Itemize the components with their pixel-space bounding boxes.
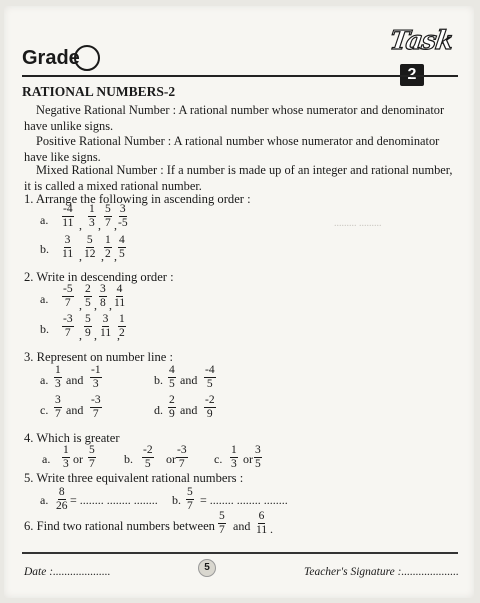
comma: , — [109, 298, 112, 312]
q2b-label: b. — [40, 322, 49, 336]
definition-negative: Negative Rational Number : A rational number whose numerator and denominator have unlike signs. — [24, 103, 445, 133]
fraction-q3-3: $\frac{-4}{5}$ — [205, 364, 215, 390]
fraction-q5-0: $\frac{8}{26}$ — [56, 486, 68, 512]
fraction-q3-0: $\frac{1}{3}$ — [55, 364, 61, 390]
q3a-label: a. — [40, 373, 49, 387]
fraction-q2a-3: $\frac{4}{11}$ — [114, 283, 126, 309]
comma: , — [114, 218, 117, 232]
fraction-q5-1: $\frac{5}{7}$ — [187, 486, 193, 512]
comma: , — [98, 218, 101, 232]
fraction-q1a-1: $\frac{1}{3}$ — [89, 203, 95, 229]
fraction-q3-5: $\frac{-3}{7}$ — [91, 394, 101, 420]
comma: , — [101, 249, 104, 263]
q4c-or: or — [243, 452, 253, 466]
fraction-q6-1: $\frac{6}{11}$ — [256, 510, 268, 536]
question-1: 1. Arrange the following in ascending order : — [24, 192, 251, 206]
q3c-and: and — [66, 403, 84, 417]
fraction-q1b-3: $\frac{4}{5}$ — [119, 234, 125, 260]
q4b-label: b. — [124, 452, 133, 466]
question-5: 5. Write three equivalent rational numbers : — [24, 471, 244, 485]
fraction-q3-2: $\frac{4}{5}$ — [169, 364, 175, 390]
comma: , — [94, 298, 97, 312]
fraction-q1b-1: $\frac{5}{12}$ — [84, 234, 96, 260]
comma: , — [94, 328, 97, 342]
fraction-q1b-0: $\frac{3}{11}$ — [62, 234, 74, 260]
worksheet-page: Grade Task 2 RATIONAL NUMBERS-2 Negative Rational Number : A rational number whose numerator and denominator have unlike signs. Positive Rational Number : A rational number whose numerator and denominator have like signs. Mixed Rational Number : If a number is made up of an integer and rational number, it is called a mixed rational number. ......... ......... 1. Arrange the following in ascending order : a. b. 2. Write in descending order : a. b. 3. Represent on number line : a. c. b. d. and and and and 4. Which is greater a. b. c. or or or 5. Write three equivalent rational numbers : a. b. = ........ ........ ........ = ........ ........ ........ 6. Find two rational numbers between and Date :.................... 5 Teacher's Signature :.................... $\frac{-4}{11}$ , $\frac{1}{3}$ , $\frac{5}{7}$ , $\frac{3}{-5}$ $\frac{3}{11}$ , $\frac{5}{12}$ , $\frac{1}{2}$ , $\frac{4}{5}$ $\frac{-5}{7}$ , $\frac{2}{5}$ , $\frac{3}{8}$ , $\frac{4}{11}$ $\frac{-3}{7}$ , $\frac{5}{9}$ , $\frac{3}{11}$ , $\frac{1}{2}$ $\frac{1}{3}$ $\frac{-1}{3}$ $\frac{4}{5}$ $\frac{-4}{5}$ $\frac{3}{7}$ $\frac{-3}{7}$ $\frac{2}{9}$ $\frac{-2}{9}$ $\frac{1}{3}$ $\frac{5}{7}$ $\frac{-2}{5}$ $\frac{-3}{7}$ $\frac{1}{3}$ $\frac{3}{5}$ $\frac{8}{26}$ $\frac{5}{7}$ $\frac{5}{7}$ $\frac{6}{11}$ . — [4, 6, 474, 598]
task-number-badge: 2 — [400, 64, 424, 86]
fraction-q2b-0: $\frac{-3}{7}$ — [63, 313, 73, 339]
q5b-blanks[interactable]: = ........ ........ ........ — [200, 493, 288, 507]
fraction-q1a-0: $\frac{-4}{11}$ — [62, 203, 74, 229]
date-field[interactable]: Date :.................... — [24, 566, 111, 578]
comma: , — [79, 328, 82, 342]
question-6: 6. Find two rational numbers between — [24, 519, 215, 533]
fraction-q4-0: $\frac{1}{3}$ — [63, 444, 69, 470]
fraction-q1a-2: $\frac{5}{7}$ — [105, 203, 111, 229]
q3a-and: and — [66, 373, 84, 387]
q4b-or: or — [166, 452, 176, 466]
grade-circle — [74, 45, 100, 71]
fraction-q2b-3: $\frac{1}{2}$ — [119, 313, 125, 339]
definition-positive: Positive Rational Number : A rational number whose numerator and denominator have like signs. — [24, 134, 440, 164]
comma: , — [117, 328, 120, 342]
q1b-label: b. — [40, 242, 49, 256]
grade-label: Grade — [22, 47, 80, 69]
fraction-q2a-0: $\frac{-5}{7}$ — [63, 283, 73, 309]
q2a-label: a. — [40, 292, 49, 306]
q5b-label: b. — [172, 493, 181, 507]
question-4: 4. Which is greater — [24, 431, 120, 445]
fraction-q2a-1: $\frac{2}{5}$ — [85, 283, 91, 309]
q3d-label: d. — [154, 403, 163, 417]
comma: , — [79, 218, 82, 232]
fraction-q4-1: $\frac{5}{7}$ — [89, 444, 95, 470]
comma: , — [114, 249, 117, 263]
question-2: 2. Write in descending order : — [24, 270, 174, 284]
q3b-label: b. — [154, 373, 163, 387]
comma: , — [79, 298, 82, 312]
q3b-and: and — [180, 373, 198, 387]
fraction-q2b-1: $\frac{5}{9}$ — [85, 313, 91, 339]
q3c-label: c. — [40, 403, 49, 417]
definition-mixed: Mixed Rational Number : If a number is made up of an integer and rational number, it is called a mixed rational number. — [24, 163, 453, 193]
fraction-q2a-2: $\frac{3}{8}$ — [100, 283, 106, 309]
fraction-q4-2: $\frac{-2}{5}$ — [143, 444, 153, 470]
task-heading: Task — [387, 26, 455, 56]
q4a-label: a. — [42, 452, 51, 466]
fraction-q3-7: $\frac{-2}{9}$ — [205, 394, 215, 420]
question-3: 3. Represent on number line : — [24, 350, 173, 364]
fraction-q3-4: $\frac{3}{7}$ — [55, 394, 61, 420]
q1a-label: a. — [40, 213, 49, 227]
teacher-signature-field[interactable]: Teacher's Signature :.................... — [304, 566, 459, 578]
q6-and: and — [233, 519, 251, 533]
header-divider — [22, 75, 458, 77]
fraction-q1a-3: $\frac{3}{-5}$ — [118, 203, 128, 229]
fraction-q3-1: $\frac{-1}{3}$ — [91, 364, 101, 390]
q4c-label: c. — [214, 452, 223, 466]
q5a-blanks[interactable]: = ........ ........ ........ — [70, 493, 158, 507]
page-number: 5 — [198, 559, 216, 577]
q5a-label: a. — [40, 493, 49, 507]
q4a-or: or — [73, 452, 83, 466]
comma: , — [79, 249, 82, 263]
page-title: RATIONAL NUMBERS-2 — [22, 84, 176, 99]
fraction-q6-0: $\frac{5}{7}$ — [219, 510, 225, 536]
fraction-q4-5: $\frac{3}{5}$ — [255, 444, 261, 470]
fraction-q1b-2: $\frac{1}{2}$ — [105, 234, 111, 260]
q3d-and: and — [180, 403, 198, 417]
footer-divider — [22, 552, 458, 554]
fraction-q4-3: $\frac{-3}{7}$ — [177, 444, 187, 470]
fraction-q2b-2: $\frac{3}{11}$ — [100, 313, 112, 339]
fraction-q4-4: $\frac{1}{3}$ — [231, 444, 237, 470]
fraction-q3-6: $\frac{2}{9}$ — [169, 394, 175, 420]
